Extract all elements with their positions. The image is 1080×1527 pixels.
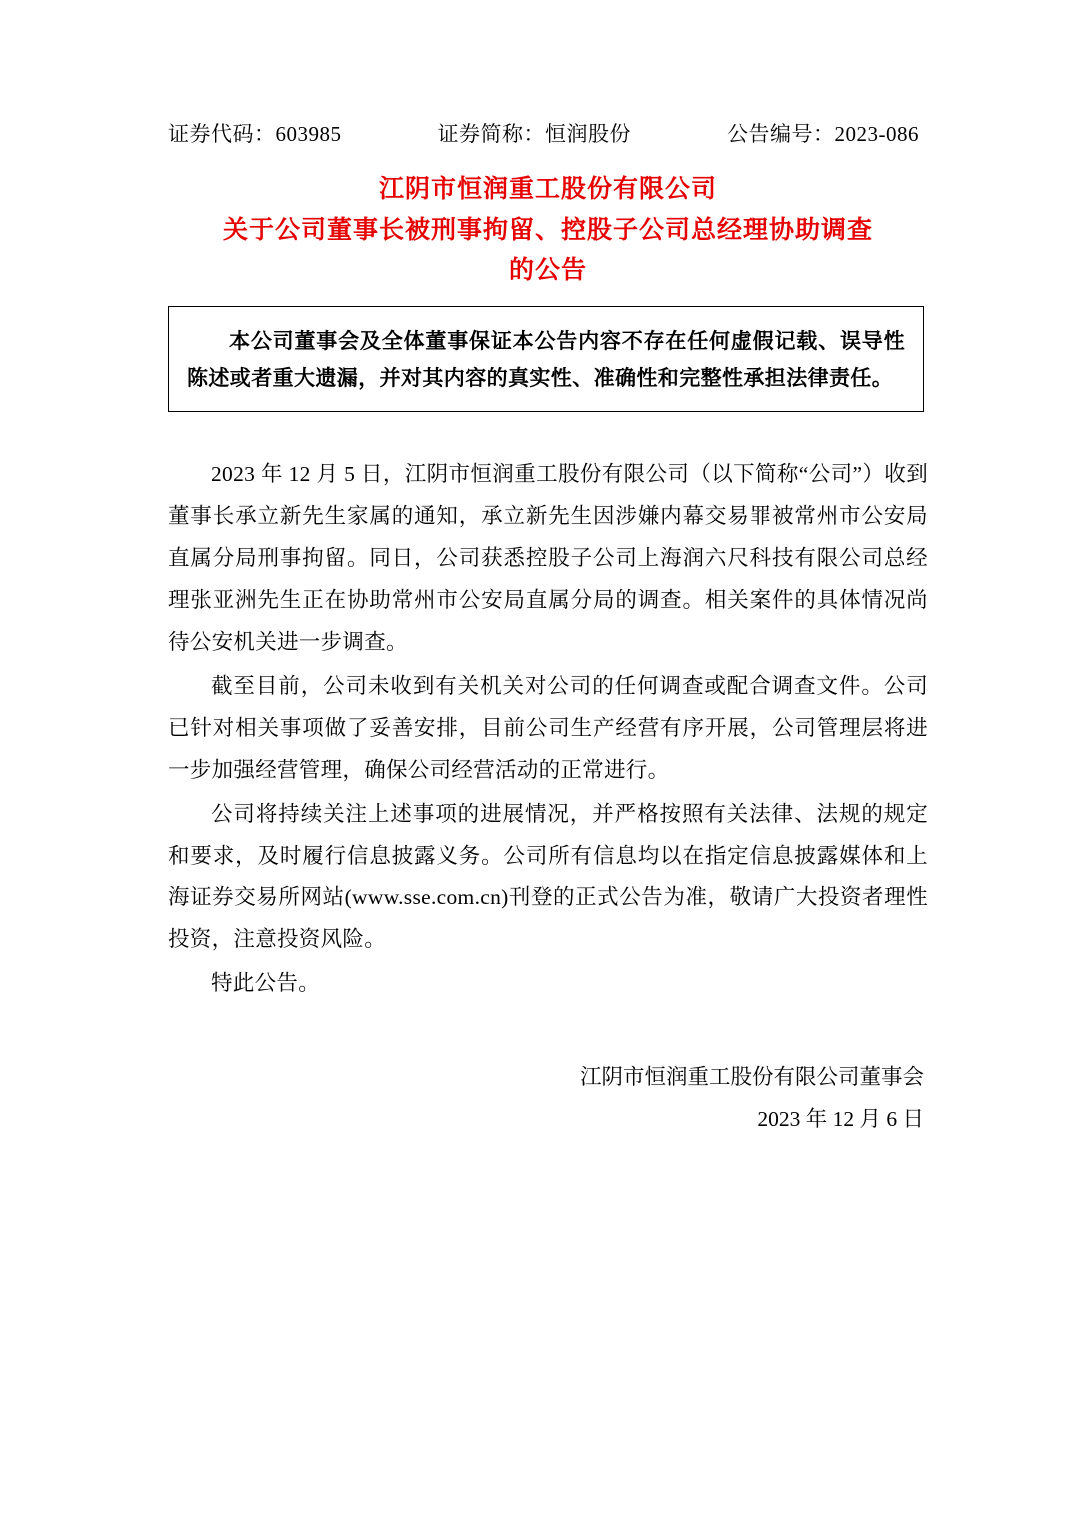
security-abbreviation: 证券简称：恒润股份 bbox=[437, 122, 631, 146]
title-company-name: 江阴市恒润重工股份有限公司 bbox=[378, 176, 717, 203]
body-paragraph-4: 特此公告。 bbox=[211, 971, 321, 996]
disclaimer-box bbox=[168, 306, 924, 413]
document-body bbox=[168, 454, 928, 1005]
body-paragraph-3: 公司将持续关注上述事项的进展情况，并严格按照有关法律、法规的规定和要求，及时履行信息披露义务。公司所有信息均以在指定信息披露媒体和上海证券交易所网站(www.sse.com.cn)刊登的正式公告为准，敬请广大投资者理性投资，注意投资风险。 bbox=[168, 801, 928, 952]
title-subject-line-2: 的公告 bbox=[508, 257, 587, 284]
signature-block bbox=[168, 1057, 928, 1141]
document-header bbox=[168, 118, 928, 148]
body-paragraph-2: 截至目前，公司未收到有关机关对公司的任何调查或配合调查文件。公司已针对相关事项做了妥善安排，目前公司生产经营有序开展，公司管理层将进一步加强经营管理，确保公司经营活动的正常进行。 bbox=[168, 673, 928, 782]
title-subject-line-1: 关于公司董事长被刑事拘留、控股子公司总经理协助调查 bbox=[222, 216, 873, 244]
signature-date: 2023 年 12 月 6 日 bbox=[757, 1107, 924, 1132]
body-paragraph-1: 2023 年 12 月 5 日，江阴市恒润重工股份有限公司（以下简称“公司”）收到董事长承立新先生家属的通知，承立新先生因涉嫌内幕交易罪被常州市公安局直属分局刑事拘留。同日，公司获悉控股子公司上海润六尺科技有限公司总经理张亚洲先生正在协助常州市公安局直属分局的调查。相关案件的具体情况尚待公安机关进一步调查。 bbox=[168, 462, 928, 654]
disclaimer-text: 本公司董事会及全体董事保证本公告内容不存在任何虚假记载、误导性陈述或者重大遗漏，并对其内容的真实性、准确性和完整性承担法律责任。 bbox=[187, 328, 905, 390]
announcement-number: 公告编号：2023-086 bbox=[727, 122, 919, 146]
page-title bbox=[168, 170, 928, 292]
signature-entity: 江阴市恒润重工股份有限公司董事会 bbox=[579, 1065, 924, 1090]
security-code: 证券代码：603985 bbox=[168, 122, 342, 146]
